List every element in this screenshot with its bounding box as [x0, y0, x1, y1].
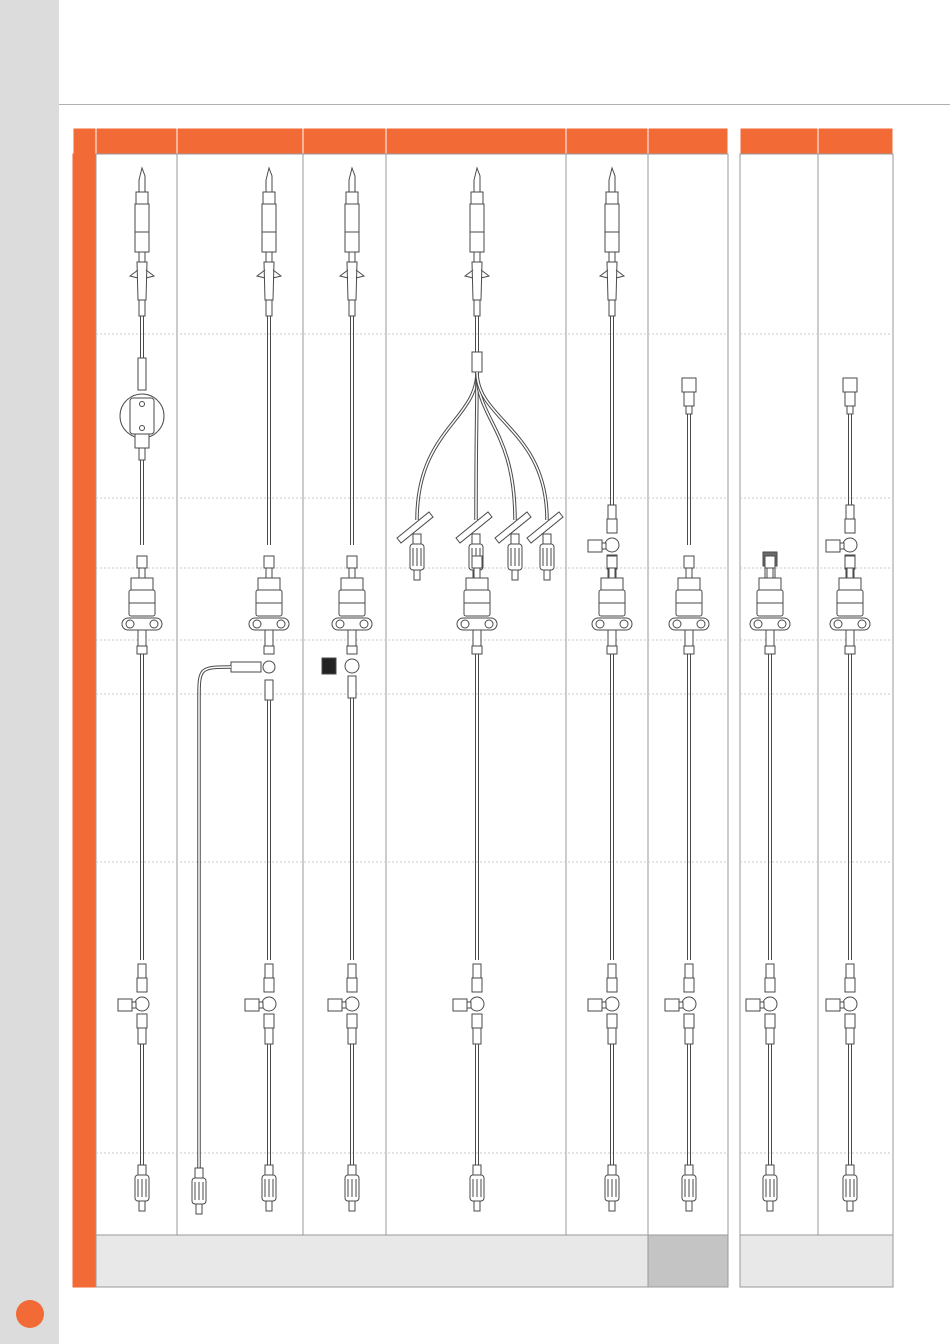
drip-chamber-icon [262, 204, 276, 252]
stopcock-handle [826, 540, 840, 552]
transducer-port [137, 646, 147, 654]
connector-tip [414, 570, 420, 580]
transducer-port [765, 646, 775, 654]
column-header [648, 128, 728, 154]
stopcock-hub [763, 997, 777, 1011]
flow-regulator-icon [120, 358, 164, 460]
roller-clamp-icon [264, 262, 274, 300]
transducer-outlet [138, 630, 146, 646]
device-column-side-extension [192, 168, 289, 1214]
stopcock-handle [118, 999, 132, 1011]
spike-tip [609, 168, 615, 192]
spike-outlet [266, 300, 272, 316]
stopcock-port-top [766, 964, 774, 978]
chamber-neck [266, 252, 272, 262]
stopcock-stem [602, 543, 606, 549]
stopcock-port-top [608, 505, 616, 519]
flush-knob [754, 620, 762, 628]
device-column-flow-regulator [118, 168, 164, 1211]
stopcock-hub [135, 997, 149, 1011]
quad-spike-manifold [397, 352, 563, 580]
side-tubing [199, 667, 231, 1170]
device-column-quad-spike [397, 168, 563, 1211]
stopcock-port-bottom [685, 1028, 693, 1044]
roller-clamp-icon [137, 262, 147, 300]
spike-outlet [474, 300, 480, 316]
flush-knob [858, 620, 866, 628]
connector-tip [196, 1204, 202, 1214]
stopcock-stem [132, 1002, 136, 1008]
transducer-neck [139, 568, 145, 578]
stopcock-hub [843, 538, 857, 552]
transducer-neck [847, 568, 853, 578]
luer-connector-icon [470, 1165, 484, 1211]
stopcock-handle [328, 999, 342, 1011]
connector-sleeve [413, 534, 421, 544]
stopcock-body-top [684, 978, 694, 992]
transducer-port [264, 646, 274, 654]
stopcock-body-bottom [137, 1014, 147, 1028]
transducer-cap [601, 578, 623, 590]
luer-connector-icon [135, 1165, 149, 1211]
clamp-wing [340, 270, 348, 278]
spike-icon [465, 168, 489, 316]
transducer-outlet [685, 630, 693, 646]
pressure-transducer-icon [332, 556, 372, 654]
transducer-luer [684, 556, 694, 568]
regulator-face [130, 398, 154, 434]
transducer-outlet [348, 630, 356, 646]
column-header [386, 128, 566, 154]
luer-connector-icon [843, 378, 857, 414]
transducer-luer [765, 556, 775, 568]
stopcock-body-bottom [472, 1014, 482, 1028]
transducer-luer [264, 556, 274, 568]
stopcock-stem [602, 1002, 606, 1008]
transducer-neck [767, 568, 773, 578]
column-header [303, 128, 386, 154]
stopcock-body-top [845, 519, 855, 533]
stopcock-body-bottom [264, 1014, 274, 1028]
stopcock-port-bottom [138, 1028, 146, 1044]
flush-knob [778, 620, 786, 628]
roller-clamp-icon [472, 262, 482, 300]
transducer-luer [472, 556, 482, 568]
transducer-neck [349, 568, 355, 578]
connector-tip [544, 570, 550, 580]
clamp-block [322, 658, 336, 674]
transducer-cap [839, 578, 861, 590]
column-header [818, 128, 893, 154]
connector-tip [349, 1201, 355, 1211]
chamber-neck [474, 252, 480, 262]
stopcock-handle [665, 999, 679, 1011]
stopcock-port-bottom [766, 1028, 774, 1044]
transducer-neck [266, 568, 272, 578]
connector-sleeve [766, 1165, 774, 1175]
stopcock-body-bottom [765, 1014, 775, 1028]
luer-neck [686, 406, 692, 414]
stopcock-stem [760, 1002, 764, 1008]
drip-chamber-icon [345, 204, 359, 252]
transducer-cap [678, 578, 700, 590]
transducer-port [607, 646, 617, 654]
spike-collar [471, 192, 483, 204]
transducer-port [472, 646, 482, 654]
luer-connector-icon [682, 378, 696, 414]
stopcock-handle [588, 540, 602, 552]
row-stub [73, 154, 96, 1235]
connector-tip [266, 1201, 272, 1211]
transducer-port [347, 646, 357, 654]
stopcock-body-top [765, 978, 775, 992]
clamp-wing [257, 270, 265, 278]
flush-knob [834, 620, 842, 628]
stopcock-hub [262, 997, 276, 1011]
clamp-wing [465, 270, 473, 278]
transducer-luer [607, 556, 617, 568]
spike-icon [600, 168, 624, 316]
stopcock-body-top [347, 978, 357, 992]
pressure-transducer-icon [830, 556, 870, 654]
connector-sleeve [348, 1165, 356, 1175]
spike-tip [139, 168, 145, 192]
spike-tip [266, 168, 272, 192]
footer-panel-right [740, 1235, 893, 1287]
manifold-hub [472, 352, 482, 372]
device-column-roller-clamp [322, 168, 372, 1211]
three-way-stopcock-icon [245, 964, 276, 1044]
transducer-outlet [265, 630, 273, 646]
stopcock-port-bottom [608, 1028, 616, 1044]
connector-tip [847, 1201, 853, 1211]
device-column-luer-with-stopcock [826, 378, 870, 1211]
column-header [177, 128, 303, 154]
stopcock-stem [679, 1002, 683, 1008]
footer-stub [73, 1235, 96, 1287]
clamp-wing [481, 270, 489, 278]
regulator-inlet [138, 358, 146, 390]
connector-sleeve [265, 1165, 273, 1175]
stopcock-hub [843, 997, 857, 1011]
stopcock-body-bottom [347, 1014, 357, 1028]
flush-knob [620, 620, 628, 628]
clamp-body [348, 676, 356, 698]
spike-outlet [609, 300, 615, 316]
three-way-stopcock-icon [453, 964, 484, 1044]
luer-body [684, 392, 694, 406]
stopcock-handle [245, 999, 259, 1011]
transducer-neck [474, 568, 480, 578]
stopcock-port-bottom [348, 1028, 356, 1044]
stopcock-port-top [348, 964, 356, 978]
luer-connector-icon [763, 1165, 777, 1211]
spike-collar [263, 192, 275, 204]
stopcock-port-bottom [846, 1028, 854, 1044]
transducer-luer [845, 556, 855, 568]
stopcock-port-bottom [265, 1028, 273, 1044]
column-header [96, 128, 177, 154]
luer-connector-icon [345, 1165, 359, 1211]
transducer-outlet [846, 630, 854, 646]
connector-tip [609, 1201, 615, 1211]
three-way-stopcock-icon [118, 964, 149, 1044]
spike-collar [136, 192, 148, 204]
stopcock-port-top [265, 964, 273, 978]
connector-sleeve [138, 1165, 146, 1175]
connector-sleeve [543, 534, 551, 544]
spike-collar [606, 192, 618, 204]
spike-icon [130, 168, 154, 316]
three-way-stopcock-icon [826, 964, 857, 1044]
flush-knob [150, 620, 158, 628]
stopcock-handle [453, 999, 467, 1011]
transducer-port [845, 646, 855, 654]
drip-chamber-icon [470, 204, 484, 252]
transducer-outlet [473, 630, 481, 646]
flush-knob [277, 620, 285, 628]
flush-knob [126, 620, 134, 628]
connector-tip [512, 570, 518, 580]
stopcock-port-top [473, 964, 481, 978]
stopcock-handle [588, 999, 602, 1011]
device-column-single-stopcock-spike [588, 168, 632, 1211]
connector-sleeve [473, 1165, 481, 1175]
stopcock-stem [342, 1002, 346, 1008]
transducer-port [684, 646, 694, 654]
flush-knob [253, 620, 261, 628]
spike-tip [349, 168, 355, 192]
stopcock-port-top [685, 964, 693, 978]
flush-knob [360, 620, 368, 628]
luer-connector-icon [410, 534, 424, 580]
stopcock-body-top [845, 978, 855, 992]
stopcock-stem [840, 543, 844, 549]
stopcock-body-bottom [845, 1014, 855, 1028]
stopcock-stem [840, 1002, 844, 1008]
chamber-neck [609, 252, 615, 262]
spike-outlet [349, 300, 355, 316]
flush-knob [697, 620, 705, 628]
stopcock-body-top [607, 519, 617, 533]
stopcock-port-top [608, 964, 616, 978]
transducer-outlet [766, 630, 774, 646]
three-way-stopcock-icon [588, 964, 619, 1044]
side-port-hub [263, 661, 275, 673]
transducer-cap [131, 578, 153, 590]
stopcock-port-top [138, 964, 146, 978]
stopcock-body-top [607, 978, 617, 992]
stopcock-handle [826, 999, 840, 1011]
column-header [566, 128, 648, 154]
stopcock-hub [345, 997, 359, 1011]
clamp-wing [130, 270, 138, 278]
side-clamp [322, 658, 359, 698]
stopcock-hub [605, 997, 619, 1011]
connector-sleeve [511, 534, 519, 544]
pressure-transducer-icon [592, 556, 632, 654]
header-stub [73, 128, 96, 154]
connector-sleeve [608, 1165, 616, 1175]
regulator-knob [135, 434, 149, 448]
spike-tip [474, 168, 480, 192]
luer-connector-icon [508, 534, 522, 580]
flush-knob [461, 620, 469, 628]
clamp-hub [345, 659, 359, 673]
three-way-stopcock-icon [665, 964, 696, 1044]
flush-knob [596, 620, 604, 628]
three-way-stopcock-icon [328, 964, 359, 1044]
device-column-luer-lock-start [665, 378, 709, 1211]
stopcock-hub [682, 997, 696, 1011]
transducer-neck [686, 568, 692, 578]
stopcock-hub [605, 538, 619, 552]
stopcock-hub [470, 997, 484, 1011]
stopcock-handle [746, 999, 760, 1011]
side-port-extension [192, 661, 275, 1214]
spike-collar [346, 192, 358, 204]
stopcock-port-top [846, 964, 854, 978]
luer-body [845, 392, 855, 406]
footer-panel-dark [648, 1235, 728, 1287]
flush-knob [673, 620, 681, 628]
stopcock-body-top [264, 978, 274, 992]
clamp-wing [356, 270, 364, 278]
device-column-short-luer [746, 552, 790, 1211]
spike-outlet [139, 300, 145, 316]
pressure-transducer-icon [122, 556, 162, 654]
clamp-wing [146, 270, 154, 278]
pressure-transducer-icon [669, 556, 709, 654]
pressure-transducer-icon [249, 556, 289, 654]
chamber-neck [139, 252, 145, 262]
clamp-wing [273, 270, 281, 278]
luer-connector-icon [540, 534, 554, 580]
transducer-neck [609, 568, 615, 578]
regulator-outlet [139, 448, 145, 460]
spike-icon [340, 168, 364, 316]
transducer-luer [347, 556, 357, 568]
flush-knob [485, 620, 493, 628]
stopcock-port-top [846, 505, 854, 519]
stopcock-stem [467, 1002, 471, 1008]
side-tubing-inner [199, 667, 231, 1170]
stopcock-body-top [137, 978, 147, 992]
transducer-cap [258, 578, 280, 590]
transducer-cap [466, 578, 488, 590]
transducer-luer [137, 556, 147, 568]
table-grid [73, 128, 893, 1287]
connector-tip [139, 1201, 145, 1211]
pressure-transducer-icon [457, 556, 497, 654]
connector-sleeve [846, 1165, 854, 1175]
stopcock-port-bottom [473, 1028, 481, 1044]
stopcock-body-bottom [607, 1014, 617, 1028]
transducer-cap [341, 578, 363, 590]
pressure-transducer-icon [750, 556, 790, 654]
flush-knob [336, 620, 344, 628]
column-header [740, 128, 818, 154]
roller-clamp-icon [347, 262, 357, 300]
stopcock-body-top [472, 978, 482, 992]
roller-clamp-icon [607, 262, 617, 300]
transducer-cap [759, 578, 781, 590]
connector-sleeve [195, 1168, 203, 1178]
luer-connector-icon [262, 1165, 276, 1211]
connector-sleeve [685, 1165, 693, 1175]
side-port-connector [231, 662, 261, 672]
luer-connector-icon [192, 1168, 206, 1214]
clamp-wing [600, 270, 608, 278]
spike-icon [257, 168, 281, 316]
connector-tip [686, 1201, 692, 1211]
luer-neck [847, 406, 853, 414]
inline-connector [265, 680, 273, 700]
clamp-wing [616, 270, 624, 278]
chamber-neck [349, 252, 355, 262]
stopcock-stem [259, 1002, 263, 1008]
luer-connector-icon [605, 1165, 619, 1211]
luer-connector-icon [843, 1165, 857, 1211]
three-way-stopcock-icon [746, 964, 777, 1044]
stopcock-body-bottom [684, 1014, 694, 1028]
drip-chamber-icon [605, 204, 619, 252]
connector-tip [474, 1201, 480, 1211]
luer-connector-icon [682, 1165, 696, 1211]
transducer-outlet [608, 630, 616, 646]
connector-sleeve [472, 534, 480, 544]
drip-chamber-icon [135, 204, 149, 252]
luer-cap [843, 378, 857, 392]
connector-tip [767, 1201, 773, 1211]
footer-panel [96, 1235, 648, 1287]
luer-cap [682, 378, 696, 392]
